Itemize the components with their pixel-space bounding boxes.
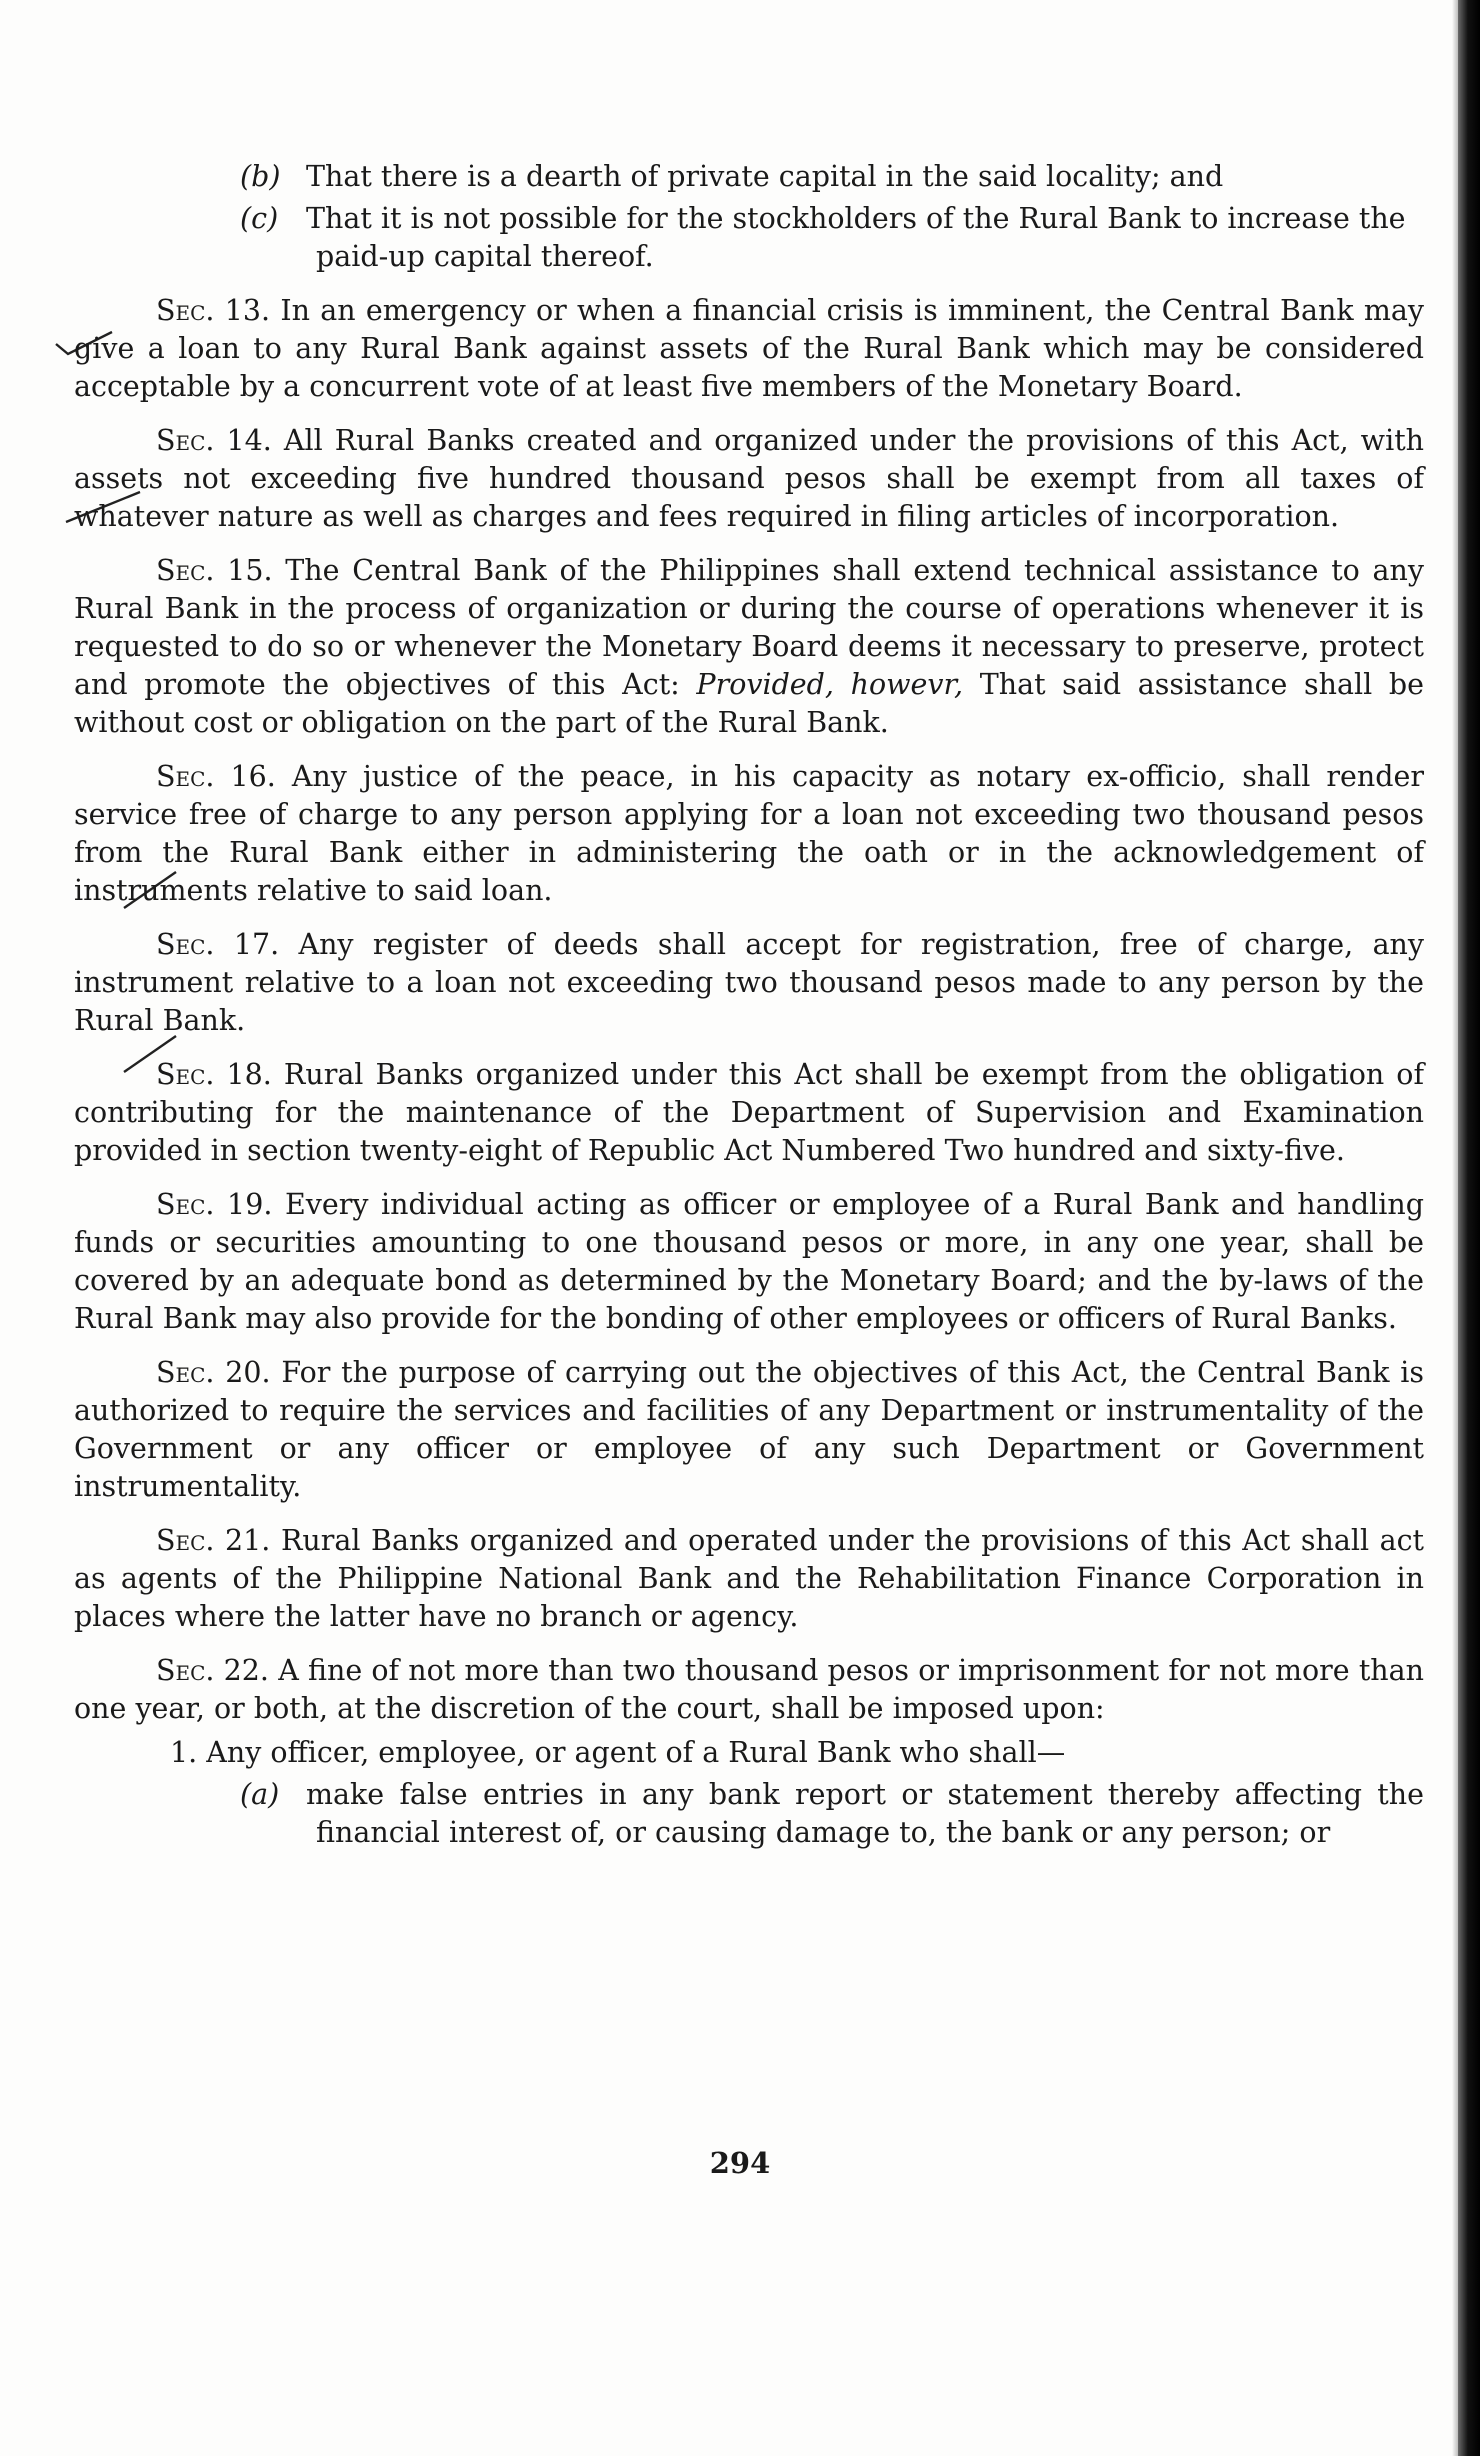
section-label: Sec. 15. xyxy=(156,554,273,587)
clause-text: That it is not possible for the stockholders of the Rural Bank to increase the paid-up capital thereof. xyxy=(306,202,1406,273)
section-text: For the purpose of carrying out the objectives of this Act, the Central Bank is authorized to require the services and facilities of any Department or instrumentality of the Government or any officer or employee of any such Department or Government instrumentality. xyxy=(74,1356,1425,1503)
page-edge xyxy=(1458,0,1480,2456)
clause-label: (b) xyxy=(240,160,281,193)
clause-label: (c) xyxy=(240,202,279,235)
section-label: Sec. 18. xyxy=(156,1058,272,1091)
section-13 xyxy=(74,292,1424,406)
section-22 xyxy=(74,1652,1424,1728)
section-18 xyxy=(74,1056,1424,1170)
page-body xyxy=(74,158,1424,1852)
clause-c xyxy=(74,200,1424,276)
section-14 xyxy=(74,422,1424,536)
section-label: Sec. 20. xyxy=(156,1356,271,1389)
section-text: Rural Banks organized under this Act shall be exempt from the obligation of contributing for the maintenance of the Department of Supervision and Examination provided in section twenty-eight of Republic Act Numbered Two hundred and sixty-five. xyxy=(74,1058,1425,1167)
clause-label: (a) xyxy=(240,1778,280,1811)
section-label: Sec. 22. xyxy=(156,1654,269,1687)
section-16 xyxy=(74,758,1424,910)
section-label: Sec. 17. xyxy=(156,928,280,961)
section-text: Any register of deeds shall accept for registration, free of charge, any instrument relative to a loan not exceeding two thousand pesos made to any person by the Rural Bank. xyxy=(74,928,1425,1037)
clause-b xyxy=(74,158,1424,196)
list-item-a xyxy=(74,1776,1424,1852)
section-text: Rural Banks organized and operated under the provisions of this Act shall act as agents of the Philippine National Bank and the Rehabilitation Finance Corporation in places where the latter have no branch or agency. xyxy=(74,1524,1425,1633)
section-15 xyxy=(74,552,1424,742)
section-19 xyxy=(74,1186,1424,1338)
page-number: 294 xyxy=(709,2146,771,2180)
section-label: Sec. 21. xyxy=(156,1524,271,1557)
list-item-1: 1. Any officer, employee, or agent of a Rural Bank who shall— xyxy=(170,1736,1066,1769)
section-text: Every individual acting as officer or employee of a Rural Bank and handling funds or securities amounting to one thousand pesos or more, in any one year, shall be covered by an adequate bond as determined by the Monetary Board; and the by-laws of the Rural Bank may also provide for the bonding of other employees or officers of Rural Banks. xyxy=(74,1188,1424,1335)
section-label: Sec. 13. xyxy=(156,294,271,327)
section-20 xyxy=(74,1354,1424,1506)
section-label: Sec. 16. xyxy=(156,760,276,793)
section-text: In an emergency or when a financial crisis is imminent, the Central Bank may give a loan to any Rural Bank against assets of the Rural Bank which may be considered acceptable by a concurrent vote of at least five members of the Monetary Board. xyxy=(74,294,1424,403)
section-text: The Central Bank of the Philippines shall extend technical assistance to any Rural Bank in the process of organization or during the course of operations whenever it is requested to do so or whenever the Monetary Board deems it necessary to preserve, protect and promote the objectives of this Act: xyxy=(74,554,1424,701)
section-text-continued: That said assistance shall be without cost or obligation on the part of the Rural Bank. xyxy=(74,668,1424,739)
section-text: All Rural Banks created and organized under the provisions of this Act, with assets not exceeding five hundred thousand pesos shall be exempt from all taxes of whatever nature as well as charges and fees required in filing articles of incorporation. xyxy=(74,424,1424,533)
section-21 xyxy=(74,1522,1424,1636)
section-text: A fine of not more than two thousand pesos or imprisonment for not more than one year, or both, at the discretion of the court, shall be imposed upon: xyxy=(74,1654,1425,1725)
proviso-text: Provided, howevr, xyxy=(696,668,964,701)
section-17 xyxy=(74,926,1424,1040)
clause-text: make false entries in any bank report or statement thereby affecting the financial interest of, or causing damage to, the bank or any person; or xyxy=(306,1778,1424,1849)
section-text: Any justice of the peace, in his capacity as notary ex-officio, shall render service free of charge to any person applying for a loan not exceeding two thousand pesos from the Rural Bank either in administering the oath or in the acknowledgement of instruments relative to said loan. xyxy=(74,760,1424,907)
section-label: Sec. 14. xyxy=(156,424,272,457)
section-label: Sec. 19. xyxy=(156,1188,273,1221)
clause-text: That there is a dearth of private capital in the said locality; and xyxy=(306,160,1224,193)
